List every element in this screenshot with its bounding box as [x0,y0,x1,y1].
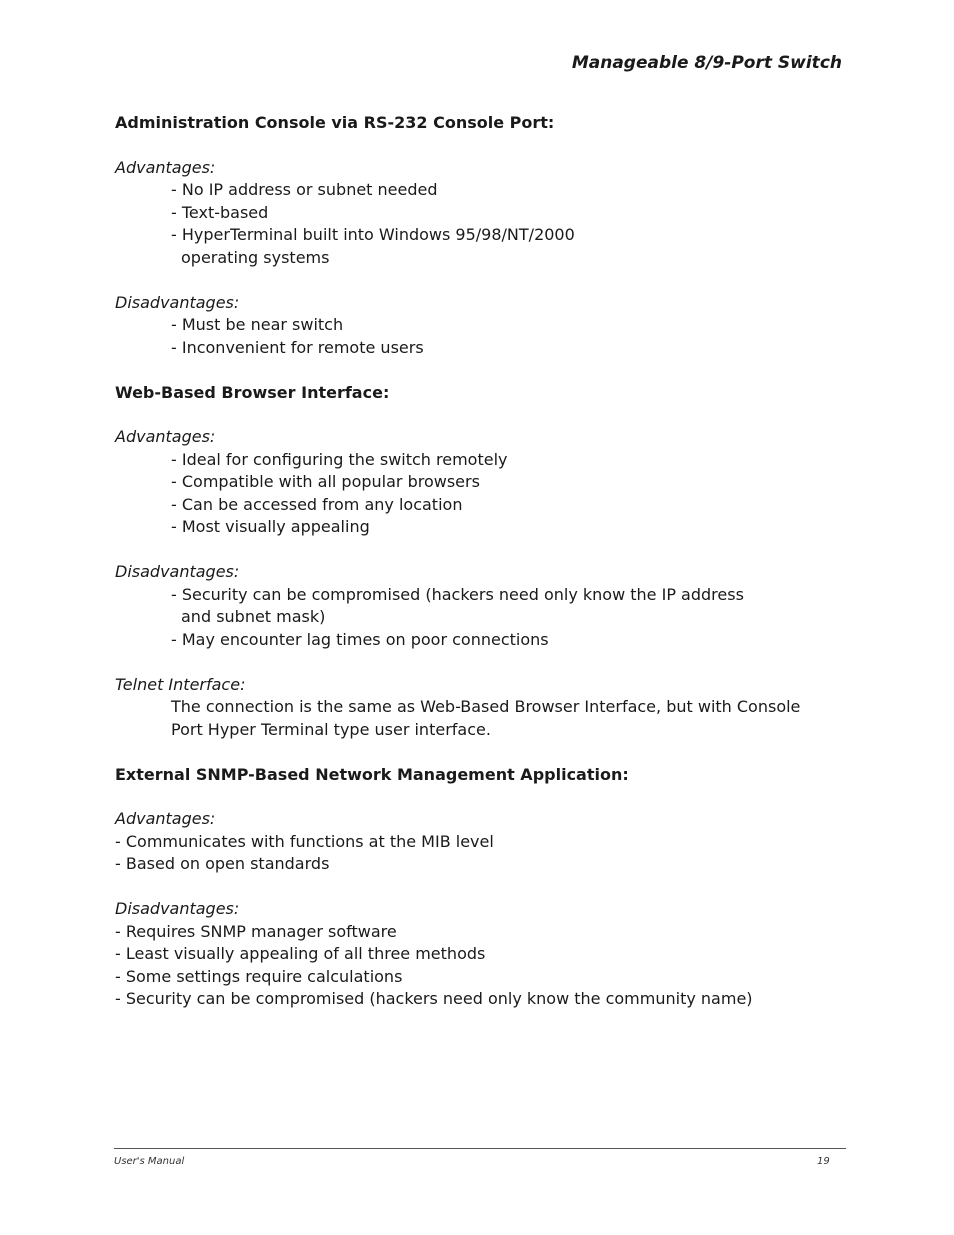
list-item: - Must be near switch [171,315,344,334]
footer-divider [114,1148,846,1149]
disadvantages-label: Disadvantages: [115,899,240,918]
section-heading-console: Administration Console via RS-232 Console Port: [115,113,555,132]
disadvantages-label: Disadvantages: [115,292,240,312]
telnet-text-line: Port Hyper Terminal type user interface. [171,719,491,739]
advantages-label: Advantages: [115,809,216,828]
list-item: - Some settings require calculations [115,966,403,986]
list-item: - Least visually appealing of all three methods [115,944,486,963]
list-item: - Based on open standards [115,854,330,873]
list-item: - Security can be compromised (hackers need only know the IP address [171,584,744,604]
list-item: - Communicates with functions at the MIB level [115,831,494,851]
list-item-continuation: and subnet mask) [181,607,326,626]
section-heading-web: Web-Based Browser Interface: [115,382,390,402]
telnet-text-line: The connection is the same as Web-Based Browser Interface, but with Console [171,697,801,716]
disadvantages-label: Disadvantages: [115,562,240,581]
telnet-label: Telnet Interface: [115,674,246,694]
list-item: - Security can be compromised (hackers need only know the community name) [115,989,753,1008]
list-item: - Compatible with all popular browsers [171,472,480,491]
list-item: - No IP address or subnet needed [171,180,438,199]
section-heading-snmp: External SNMP-Based Network Management Application: [115,764,629,784]
page-number: 19 [817,1156,830,1167]
list-item: - HyperTerminal built into Windows 95/98/NT/2000 [171,225,575,244]
page-header-title: Manageable 8/9-Port Switch [571,53,842,73]
advantages-label: Advantages: [115,427,216,446]
advantages-label: Advantages: [115,157,216,177]
list-item: - Ideal for configuring the switch remotely [171,449,508,469]
list-item: - May encounter lag times on poor connections [171,629,549,649]
list-item: - Text-based [171,202,269,222]
document-body [115,112,855,1011]
footer-manual-label: User's Manual [114,1156,185,1167]
list-item-continuation: operating systems [181,247,330,267]
list-item: - Requires SNMP manager software [115,921,397,941]
list-item: - Most visually appealing [171,517,370,536]
list-item: - Can be accessed from any location [171,494,463,514]
list-item: - Inconvenient for remote users [171,337,424,357]
